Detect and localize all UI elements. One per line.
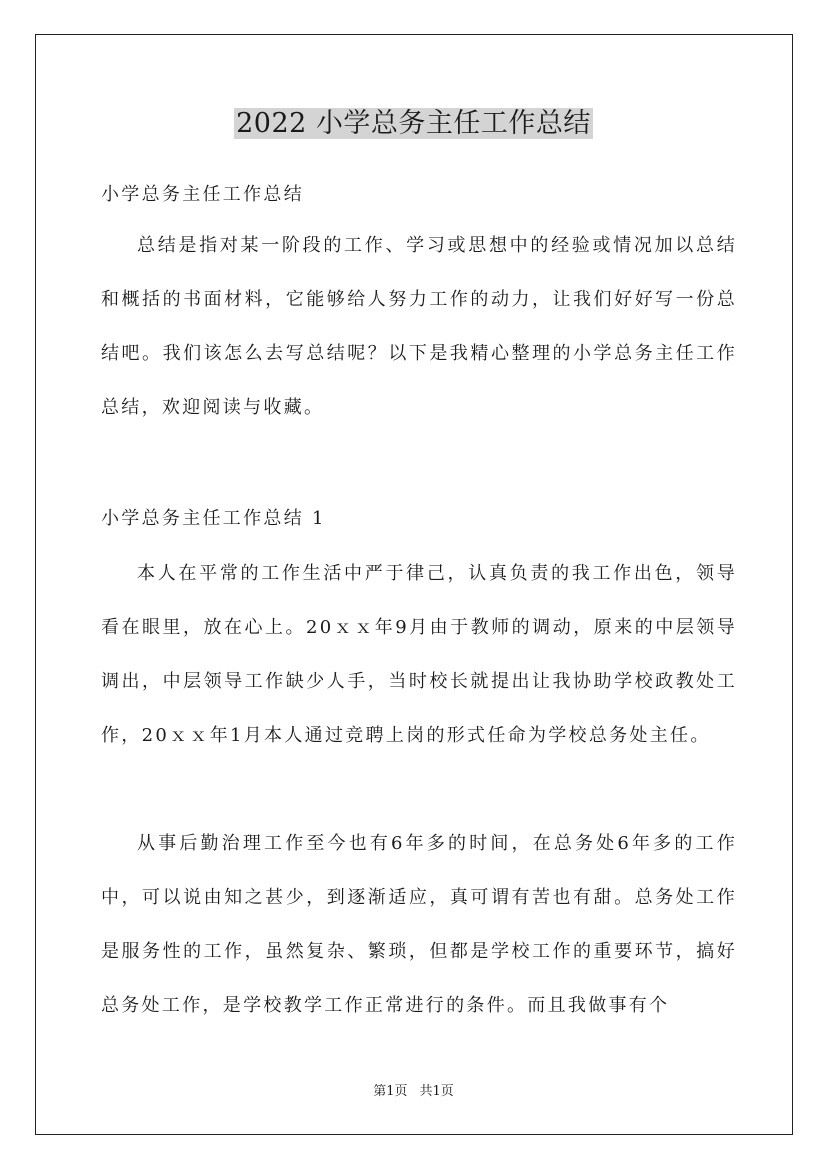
page-footer <box>0 1082 827 1102</box>
document-title-text: 2022 小学总务主任工作总结 <box>236 108 591 139</box>
body-paragraph-1: 本人在平常的工作生活中严于律己，认真负责的我工作出色，领导看在眼里，放在心上。20ｘｘ年9月由于教师的调动，原来的中层领导调出，中层领导工作缺少人手，当时校长就提出让我协助学校政教处工作，20ｘｘ年1月本人通过竞聘上岗的形式任命为学校总务处主任。 <box>101 563 737 746</box>
document-subtitle: 小学总务主任工作总结 <box>101 184 304 205</box>
page-total: 共1页 <box>419 1084 454 1099</box>
section-heading: 小学总务主任工作总结 1 <box>101 508 326 529</box>
page-number: 第1页 <box>373 1084 408 1099</box>
document-title <box>0 104 827 144</box>
intro-paragraph: 总结是指对某一阶段的工作、学习或思想中的经验或情况加以总结和概括的书面材料，它能够给人努力工作的动力，让我们好好写一份总结吧。我们该怎么去写总结呢？以下是我精心整理的小学总务主任工作总结，欢迎阅读与收藏。 <box>101 235 737 418</box>
body-paragraph-2: 从事后勤治理工作至今也有6年多的时间，在总务处6年多的工作中，可以说由知之甚少，到逐渐适应，真可谓有苦也有甜。总务处工作是服务性的工作，虽然复杂、繁琐，但都是学校工作的重要环节，搞好总务处工作，是学校教学工作正常进行的条件。而且我做事有个 <box>101 833 737 1016</box>
